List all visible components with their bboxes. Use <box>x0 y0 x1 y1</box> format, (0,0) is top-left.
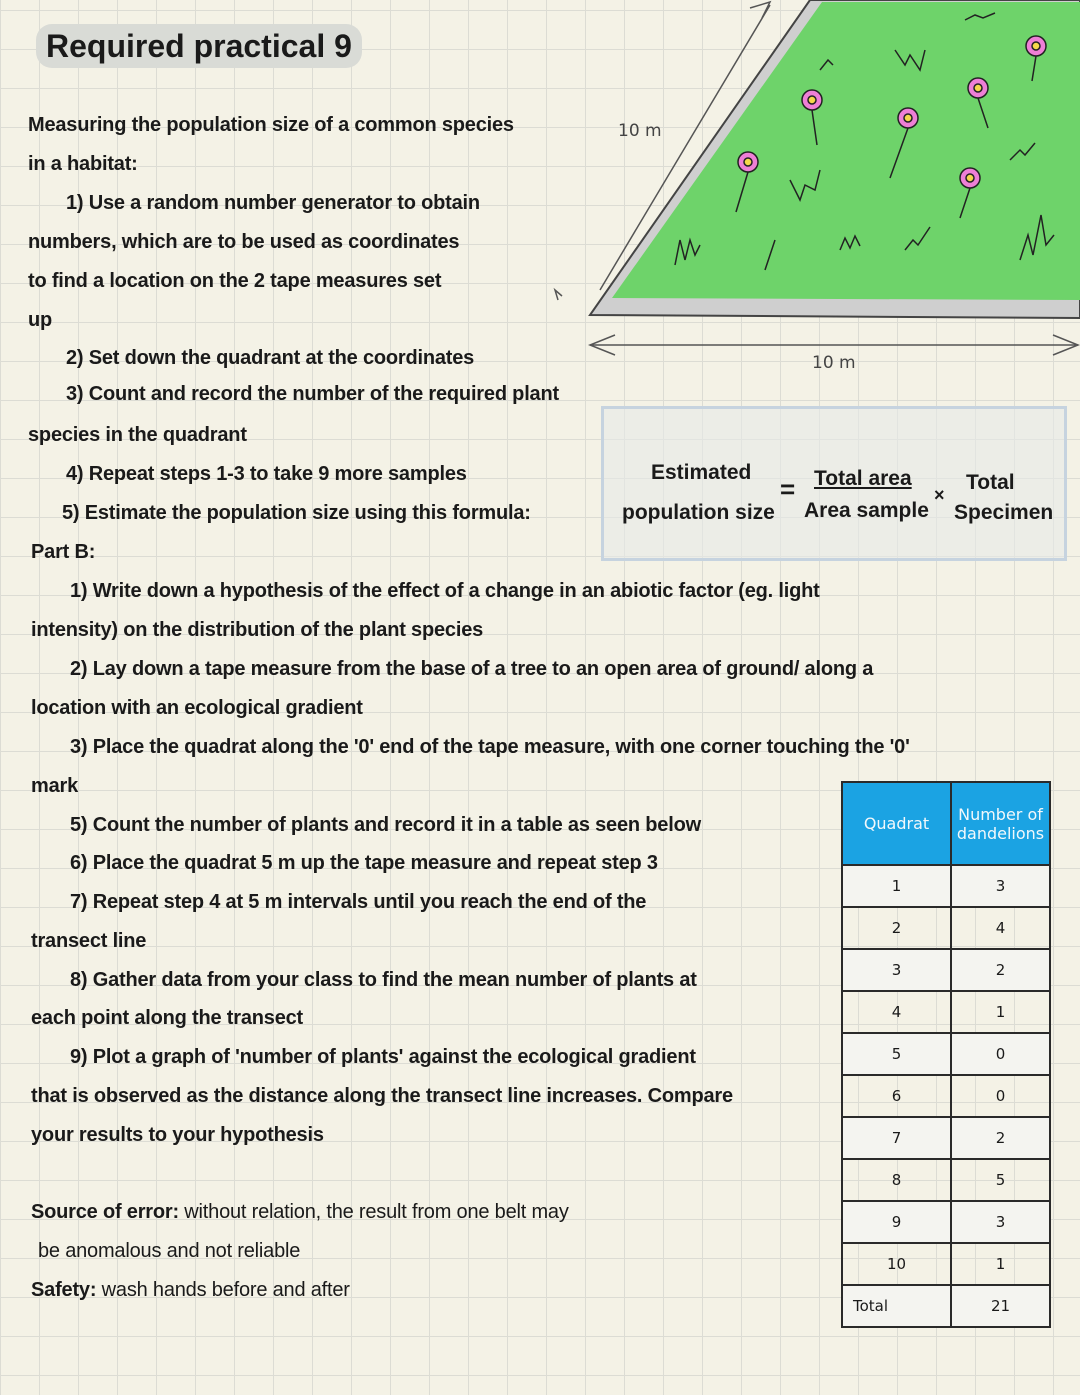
cell-count: 1 <box>951 991 1050 1033</box>
part-b-heading: Part B: <box>31 541 96 563</box>
cell-quadrat: 6 <box>842 1075 951 1117</box>
total-value: 21 <box>951 1285 1050 1327</box>
text-line: Measuring the population size of a common species <box>28 114 514 136</box>
cell-quadrat: 7 <box>842 1117 951 1159</box>
table-row <box>842 907 1050 949</box>
cell-count: 0 <box>951 1033 1050 1075</box>
cell-quadrat: 1 <box>842 865 951 907</box>
safety-text: wash hands before and after <box>96 1279 350 1301</box>
cell-count: 0 <box>951 1075 1050 1117</box>
cell-quadrat: 4 <box>842 991 951 1033</box>
formula-numerator: Total area <box>814 467 912 490</box>
safety <box>31 1279 350 1301</box>
cell-count: 2 <box>951 949 1050 991</box>
side-length-label: 10 m <box>618 121 662 141</box>
table-row <box>842 865 1050 907</box>
cell-quadrat: 8 <box>842 1159 951 1201</box>
text-line: numbers, which are to be used as coordinates <box>28 231 460 253</box>
text-line: each point along the transect <box>31 1007 304 1029</box>
text-line: 3) Place the quadrat along the '0' end of the tape measure, with one corner touching the '0' <box>70 736 910 758</box>
text-line: that is observed as the distance along the transect line increases. Compare <box>31 1085 733 1107</box>
formula-lhs-1: Estimated <box>651 461 752 484</box>
text-line: transect line <box>31 930 147 952</box>
cell-count: 5 <box>951 1159 1050 1201</box>
formula-rhs-2: Specimen <box>954 501 1054 524</box>
cell-count: 3 <box>951 865 1050 907</box>
base-length-label: 10 m <box>812 353 856 373</box>
formula-rhs-1: Total <box>966 471 1015 494</box>
safety-label: Safety: <box>31 1279 97 1301</box>
cell-quadrat: 10 <box>842 1243 951 1285</box>
table-header-row <box>842 782 1050 865</box>
cell-count: 1 <box>951 1243 1050 1285</box>
text-line: 7) Repeat step 4 at 5 m intervals until you reach the end of the <box>70 891 647 913</box>
header-dandelions: Number of dandelions <box>951 782 1050 865</box>
cell-quadrat: 9 <box>842 1201 951 1243</box>
text-line: your results to your hypothesis <box>31 1124 324 1146</box>
formula-lhs-2: population size <box>622 501 775 524</box>
text-line: 2) Lay down a tape measure from the base of a tree to an open area of ground/ along a <box>70 658 874 680</box>
table-row <box>842 1159 1050 1201</box>
habitat-diagram <box>550 0 1080 380</box>
text-line: 2) Set down the quadrant at the coordinates <box>66 347 475 369</box>
text-line: 1) Write down a hypothesis of the effect of a change in an abiotic factor (eg. light <box>70 580 820 602</box>
source-of-error <box>31 1201 569 1223</box>
table-row <box>842 1117 1050 1159</box>
text-line: in a habitat: <box>28 153 138 175</box>
text-line: 6) Place the quadrat 5 m up the tape measure and repeat step 3 <box>70 852 658 874</box>
formula-equals: = <box>780 474 796 504</box>
population-formula-box <box>601 406 1067 561</box>
formula-denominator: Area sample <box>804 499 929 522</box>
text-line: 8) Gather data from your class to find the mean number of plants at <box>70 969 697 991</box>
table-row <box>842 1075 1050 1117</box>
table-row <box>842 991 1050 1033</box>
text-line: 3) Count and record the number of the required plant <box>66 383 559 405</box>
table-row <box>842 1243 1050 1285</box>
error-text: without relation, the result from one belt may <box>178 1201 569 1223</box>
table-total-row <box>842 1285 1050 1327</box>
cell-quadrat: 2 <box>842 907 951 949</box>
cell-quadrat: 5 <box>842 1033 951 1075</box>
table-row <box>842 949 1050 991</box>
text-line: 1) Use a random number generator to obtain <box>66 192 480 214</box>
error-text-2: be anomalous and not reliable <box>38 1240 301 1262</box>
table-row <box>842 1201 1050 1243</box>
text-line: up <box>28 309 53 331</box>
text-line: 4) Repeat steps 1-3 to take 9 more samples <box>66 463 467 485</box>
text-line: 5) Estimate the population size using this formula: <box>62 502 531 524</box>
cell-count: 4 <box>951 907 1050 949</box>
header-quadrat: Quadrat <box>842 782 951 865</box>
formula-times: × <box>934 485 945 505</box>
error-label: Source of error: <box>31 1201 179 1223</box>
dandelion-table <box>841 781 1051 1328</box>
text-line: location with an ecological gradient <box>31 697 363 719</box>
cell-count: 3 <box>951 1201 1050 1243</box>
table-row <box>842 1033 1050 1075</box>
text-line: species in the quadrant <box>28 424 247 446</box>
total-label: Total <box>842 1285 951 1327</box>
cell-count: 2 <box>951 1117 1050 1159</box>
text-line: 9) Plot a graph of 'number of plants' against the ecological gradient <box>70 1046 696 1068</box>
text-line: intensity) on the distribution of the plant species <box>31 619 484 641</box>
text-line: 5) Count the number of plants and record it in a table as seen below <box>70 814 701 836</box>
page-title: Required practical 9 <box>36 24 362 68</box>
cell-quadrat: 3 <box>842 949 951 991</box>
text-line: to find a location on the 2 tape measures set <box>28 270 442 292</box>
text-line: mark <box>31 775 79 797</box>
